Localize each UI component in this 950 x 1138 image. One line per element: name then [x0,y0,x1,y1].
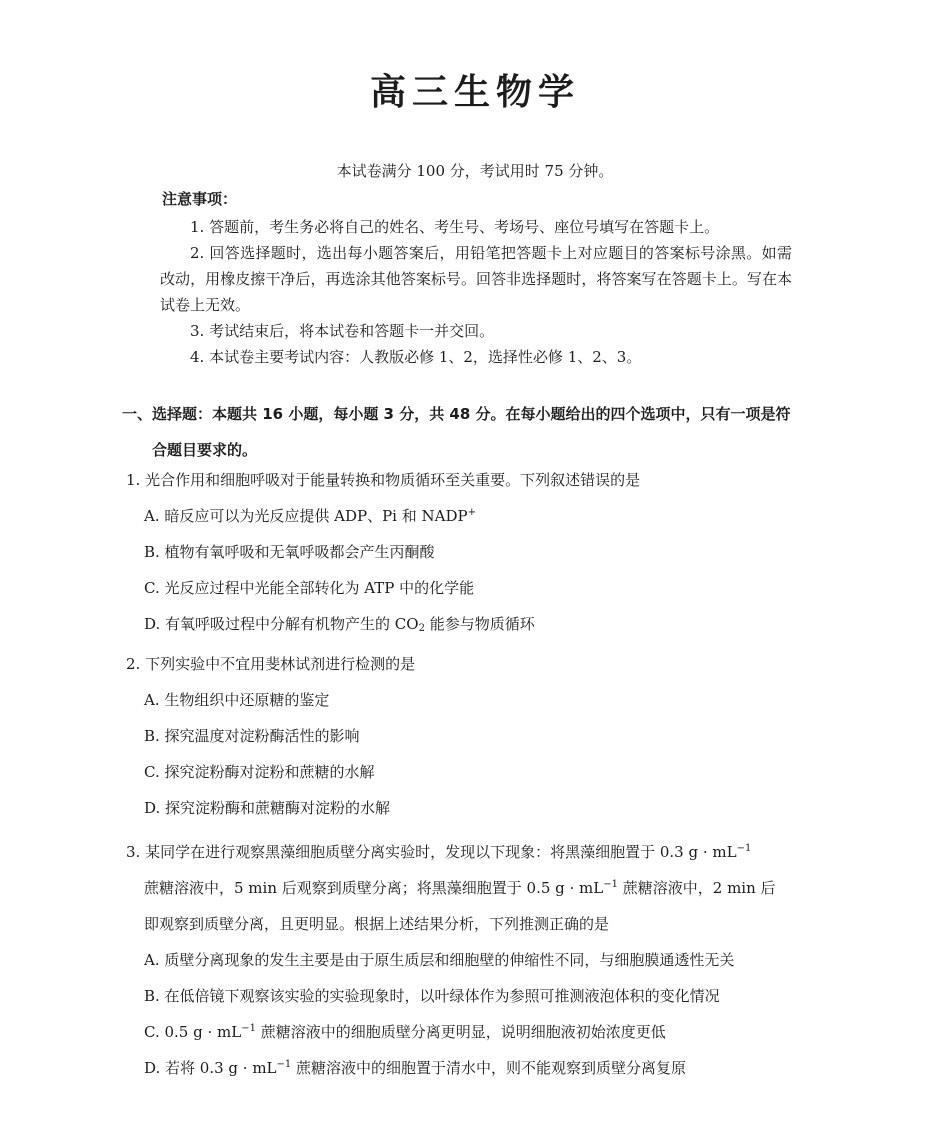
stem-line [126,834,838,870]
question-stem: 1. 光合作用和细胞呼吸对于能量转换和物质循环至关重要。下列叙述错误的是 [126,471,641,489]
notice-item: 3. 考试结束后，将本试卷和答题卡一并交回。 [190,322,495,340]
stem-line [126,870,838,906]
option-text: 蔗糖溶液中的细胞质壁分离更明显，说明细胞液初始浓度更低 [255,1023,666,1041]
option-d [126,1050,838,1086]
stem-text: 蔗糖溶液中，5 min 后观察到质壁分离；将黑藻细胞置于 0.5 g · mL [144,879,604,897]
stem-line: 即观察到质壁分离，且更明显。根据上述结果分析，下列推测正确的是 [144,915,610,933]
option-b: B. 植物有氧呼吸和无氧呼吸都会产生丙酮酸 [144,543,435,561]
superscript: + [467,507,476,518]
superscript: −1 [736,843,752,854]
stem-text: 3. 某同学在进行观察黑藻细胞质壁分离实验时，发现以下现象：将黑藻细胞置于 0.3 g · mL [126,843,737,861]
subscript: 2 [418,623,425,634]
option-c: C. 探究淀粉酶对淀粉和蔗糖的水解 [144,763,375,781]
notice-list [160,214,792,370]
option-text: D. 若将 0.3 g · mL [144,1059,277,1077]
section-heading [122,396,834,468]
question-stem [126,834,838,942]
option-text: 能参与物质循环 [424,615,535,633]
option-b: B. 在低倍镜下观察该实验的实验现象时，以叶绿体作为参照可推测液泡体积的变化情况 [144,987,720,1005]
page-title: 高三生物学 [369,72,580,113]
superscript: −1 [603,879,618,890]
superscript: −1 [241,1023,256,1034]
question-2 [126,646,838,826]
stem-text: 蔗糖溶液中，2 min 后 [618,879,776,897]
option-d: D. 探究淀粉酶和蔗糖酶对淀粉的水解 [144,799,391,817]
option-a [126,498,838,534]
notice-heading: 注意事项： [162,190,238,208]
option-a: A. 生物组织中还原糖的鉴定 [144,691,330,709]
option-text: C. 0.5 g · mL [144,1023,242,1041]
exam-subtitle: 本试卷满分 100 分，考试用时 75 分钟。 [336,162,614,180]
option-c [126,1014,838,1050]
option-text: A. 暗反应可以为光反应提供 ADP、Pi 和 NADP [144,507,468,525]
section-heading-line: 一、选择题：本题共 16 小题，每小题 3 分，共 48 分。在每小题给出的四个选项中，只有一项是符 [122,405,791,423]
section-heading-line: 合题目要求的。 [152,441,258,459]
option-b: B. 探究温度对淀粉酶活性的影响 [144,727,360,745]
question-stem: 2. 下列实验中不宜用斐林试剂进行检测的是 [126,655,416,673]
notice-item: 4. 本试卷主要考试内容：人教版必修 1、2，选择性必修 1、2、3。 [190,348,642,366]
notice-item: 1. 答题前，考生务必将自己的姓名、考生号、考场号、座位号填写在答题卡上。 [190,218,720,236]
option-d [126,606,838,642]
notice-item: 2. 回答选择题时，选出每小题答案后，用铅笔把答题卡上对应题目的答案标号涂黑。如需改动，用橡皮擦干净后，再选涂其他答案标号。回答非选择题时，将答案写在答题卡上。写在本试卷上无效。 [160,244,792,314]
option-text: D. 有氧呼吸过程中分解有机物产生的 CO [144,615,419,633]
question-1 [126,462,838,642]
option-c: C. 光反应过程中光能全部转化为 ATP 中的化学能 [144,579,475,597]
question-3 [126,834,838,1086]
option-text: 蔗糖溶液中的细胞置于清水中，则不能观察到质壁分离复原 [291,1059,687,1077]
option-a: A. 质壁分离现象的发生主要是由于原生质层和细胞壁的伸缩性不同，与细胞膜通透性无关 [144,951,735,969]
superscript: −1 [276,1059,292,1070]
